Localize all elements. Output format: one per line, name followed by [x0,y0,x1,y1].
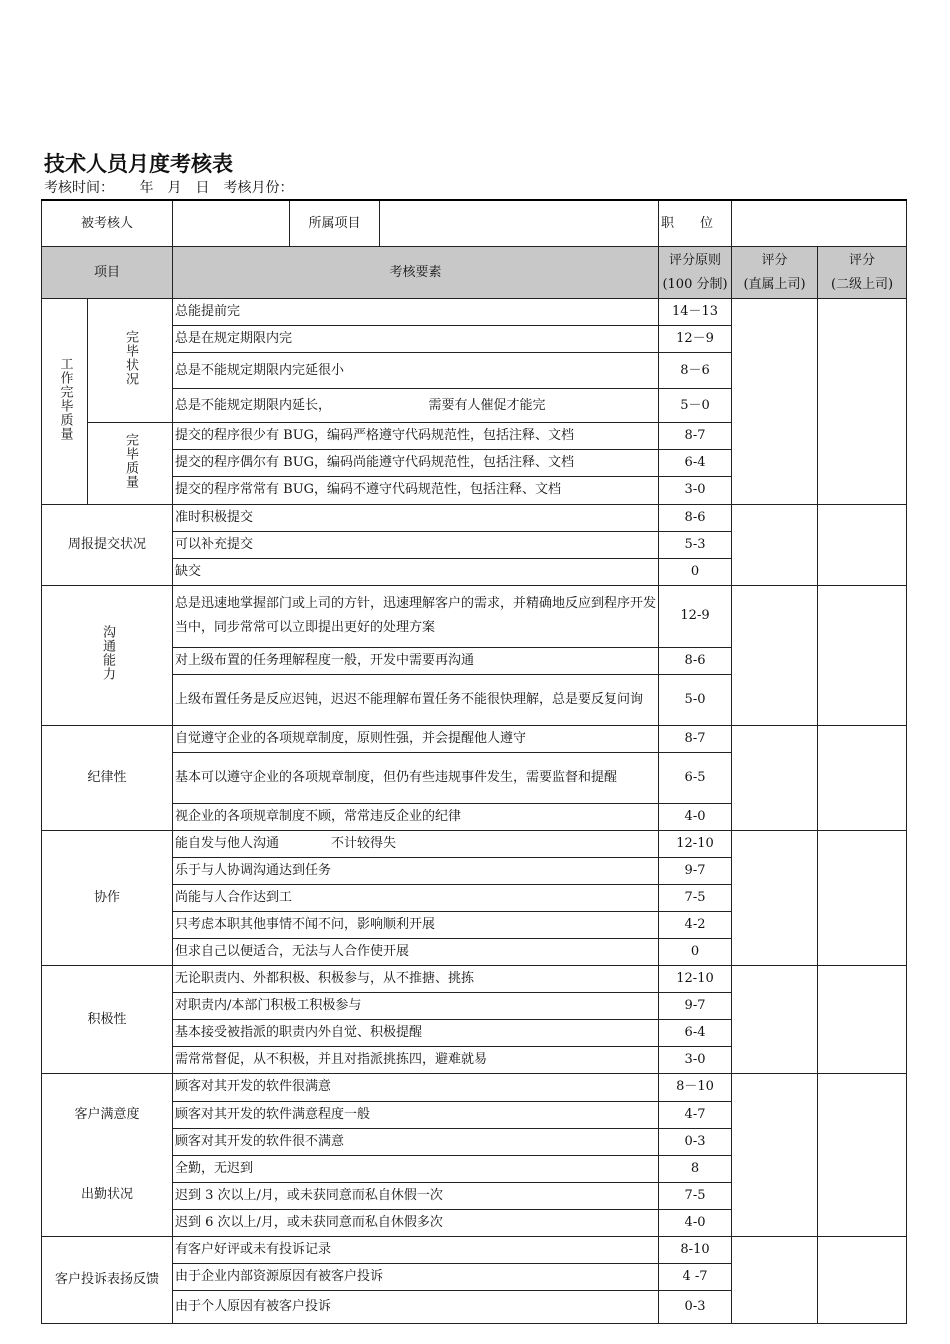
criterion-score-range: 12-10 [659,966,732,993]
criterion-text: 迟到 3 次以上/月，或未获同意而私自休假一次 [173,1182,659,1209]
score-second-cell[interactable] [818,299,907,504]
score-second-cell[interactable] [818,504,907,585]
criterion-text: 视企业的各项规章制度不顾，常常违反企业的纪律 [173,804,659,831]
criterion-text: 可以补充提交 [173,531,659,558]
criterion-text: 由于企业内部资源原因有被客户投诉 [173,1263,659,1290]
criterion-score-range: 14－13 [659,299,732,326]
score-second-cell[interactable] [818,966,907,1074]
criterion-score-range: 0 [659,939,732,966]
assessee-value[interactable] [173,201,290,246]
criterion-text: 能自发与他人沟通 不计较得失 [173,831,659,858]
col-item-header: 项目 [42,247,173,299]
criterion-score-range: 12-10 [659,831,732,858]
group-cooperation: 协作 [42,831,173,966]
criterion-score-range: 0-3 [659,1128,732,1155]
criterion-text: 顾客对其开发的软件满意程度一般 [173,1101,659,1128]
score-second-cell[interactable] [818,725,907,830]
score-direct-cell[interactable] [732,299,818,504]
criterion-score-range: 12-9 [659,585,732,647]
criterion-text: 上级布置任务是反应迟钝，迟迟不能理解布置任务不能很快理解，总是要反复问询 [173,674,659,725]
criterion-text: 顾客对其开发的软件很不满意 [173,1128,659,1155]
criterion-text: 全勤，无迟到 [173,1155,659,1182]
score-direct-cell[interactable] [732,585,818,725]
criterion-text: 总是不能规定期限内完延很小 [173,353,659,389]
col-principle-header: 评分原则 (100 分制) [659,247,732,299]
criterion-score-range: 0-3 [659,1290,732,1323]
criterion-text: 无论职责内、外都积极、积极参与，从不推搪、挑拣 [173,966,659,993]
col-score-second-header: 评分 (二级上司) [818,247,907,299]
criterion-text: 自觉遵守企业的各项规章制度，原则性强，并会提醒他人遵守 [173,725,659,752]
criterion-score-range: 6-5 [659,752,732,803]
criterion-text: 提交的程序常常有 BUG，编码不遵守代码规范性，包括注释、文档 [173,477,659,504]
assessment-month-label: 考核月份： [223,180,294,196]
score-direct-cell[interactable] [732,1074,818,1236]
year-label: 年 [139,180,154,196]
criterion-text: 迟到 6 次以上/月，或未获同意而私自休假多次 [173,1209,659,1236]
group-discipline: 纪律性 [42,725,173,830]
criterion-text: 准时积极提交 [173,504,659,531]
criterion-score-range: 8-10 [659,1236,732,1263]
criterion-score-range: 8-6 [659,504,732,531]
criterion-text: 缺交 [173,558,659,585]
criterion-text: 对上级布置的任务理解程度一般，开发中需要再沟通 [173,647,659,674]
criterion-score-range: 0 [659,558,732,585]
assessee-label: 被考核人 [42,200,173,247]
criterion-text: 基本接受被指派的职责内外自觉、积极提醒 [173,1020,659,1047]
score-second-cell[interactable] [818,831,907,966]
criterion-text: 总是迅速地掌握部门或上司的方针，迅速理解客户的需求，并精确地反应到程序开发当中，同步常常可以立即提出更好的处理方案 [173,585,659,647]
criterion-text: 由于个人原因有被客户投诉 [173,1290,659,1323]
criterion-score-range: 5-3 [659,531,732,558]
criterion-score-range: 9-7 [659,993,732,1020]
criterion-score-range: 4-0 [659,1209,732,1236]
group-complaint-feedback: 客户投诉表扬反馈 [42,1236,173,1323]
criterion-score-range: 12－9 [659,326,732,353]
score-second-cell[interactable] [818,585,907,725]
criterion-score-range: 8-7 [659,725,732,752]
criterion-score-range: 3-0 [659,1047,732,1074]
criterion-text: 只考虑本职其他事情不闻不问，影响顺利开展 [173,912,659,939]
criterion-text: 但求自己以便适合，无法与人合作使开展 [173,939,659,966]
criterion-text: 需常常督促，从不积极，并且对指派挑拣四，避难就易 [173,1047,659,1074]
criterion-text: 总是不能规定期限内延长， 需要有人催促才能完 [173,389,659,423]
criterion-score-range: 3-0 [659,477,732,504]
subgroup-completion-quality: 完毕质量 [88,423,173,504]
criterion-score-range: 6-4 [659,1020,732,1047]
criterion-score-range: 4-0 [659,804,732,831]
criterion-score-range: 5-0 [659,674,732,725]
criterion-score-range: 9-7 [659,858,732,885]
score-direct-cell[interactable] [732,1236,818,1323]
criterion-text: 总能提前完 [173,299,659,326]
position-label: 职 位 [659,200,732,247]
criterion-score-range: 8-7 [659,423,732,450]
page-title: 技术人员月度考核表 [44,152,233,176]
score-direct-cell[interactable] [732,725,818,830]
criterion-text: 尚能与人合作达到工 [173,885,659,912]
col-score-direct-header: 评分 (直属上司) [732,247,818,299]
col-elements-header: 考核要素 [173,247,659,299]
score-direct-cell[interactable] [732,966,818,1074]
criterion-score-range: 8 [659,1155,732,1182]
project-value[interactable] [380,201,659,246]
group-initiative: 积极性 [42,966,173,1074]
score-second-cell[interactable] [818,1074,907,1236]
criterion-score-range: 5－0 [659,389,732,423]
criterion-text: 对职责内/本部门积极工积极参与 [173,993,659,1020]
score-direct-cell[interactable] [732,831,818,966]
score-second-cell[interactable] [818,1236,907,1323]
criterion-text: 提交的程序很少有 BUG，编码严格遵守代码规范性，包括注释、文档 [173,423,659,450]
month-label: 月 [167,180,182,196]
assessment-time-line [44,177,293,197]
criterion-text: 有客户好评或未有投诉记录 [173,1236,659,1263]
criterion-score-range: 7-5 [659,885,732,912]
group-communication: 沟通能力 [42,585,173,725]
criterion-score-range: 6-4 [659,450,732,477]
criterion-score-range: 7-5 [659,1182,732,1209]
criterion-text: 总是在规定期限内完 [173,326,659,353]
criterion-score-range: 8－10 [659,1074,732,1101]
criterion-score-range: 4-2 [659,912,732,939]
group-customer-satisfaction: 客户满意度 [42,1074,173,1155]
group-attendance: 出勤状况 [42,1155,173,1236]
position-value[interactable] [732,200,907,247]
group-work-quality: 工作完毕质量 [42,299,88,504]
score-direct-cell[interactable] [732,504,818,585]
subgroup-completion-status: 完毕状况 [88,299,173,423]
day-label: 日 [195,180,210,196]
criterion-score-range: 8－6 [659,353,732,389]
criterion-text: 顾客对其开发的软件很满意 [173,1074,659,1101]
criterion-text: 基本可以遵守企业的各项规章制度，但仍有些违规事件发生，需要监督和提醒 [173,752,659,803]
criterion-score-range: 8-6 [659,647,732,674]
project-label: 所属项目 [290,201,380,246]
criterion-score-range: 4 -7 [659,1263,732,1290]
criterion-text: 提交的程序偶尔有 BUG，编码尚能遵守代码规范性，包括注释、文档 [173,450,659,477]
criterion-text: 乐于与人协调沟通达到任务 [173,858,659,885]
group-weekly-report: 周报提交状况 [42,504,173,585]
assessment-time-label: 考核时间： [44,180,107,196]
assessment-table [41,199,907,1324]
criterion-score-range: 4-7 [659,1101,732,1128]
